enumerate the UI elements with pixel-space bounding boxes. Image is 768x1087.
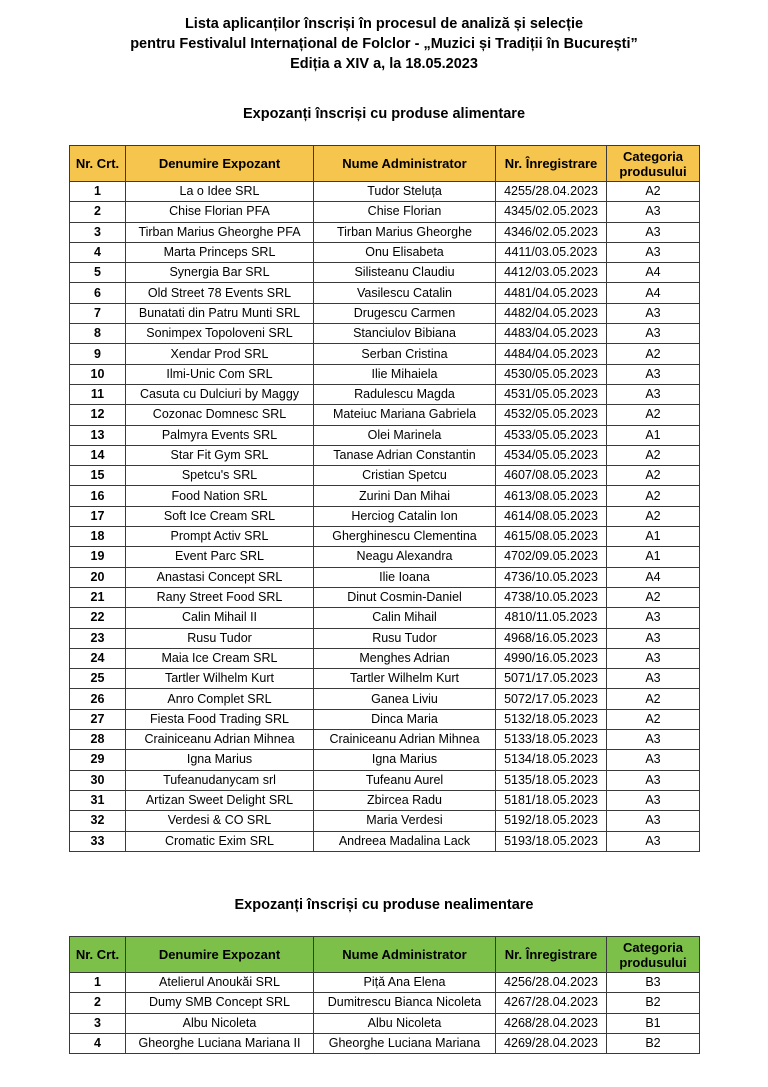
cell-denumire: Ilmi-Unic Com SRL bbox=[126, 364, 314, 384]
table-row bbox=[70, 384, 700, 404]
cell-categoria: A1 bbox=[607, 527, 700, 547]
cell-inregistrare: 4532/05.05.2023 bbox=[496, 405, 607, 425]
column-header-inregistrare: Nr. Înregistrare bbox=[496, 146, 607, 182]
cell-denumire: Artizan Sweet Delight SRL bbox=[126, 790, 314, 810]
table-row bbox=[70, 263, 700, 283]
column-header-administrator: Nume Administrator bbox=[314, 146, 496, 182]
cell-categoria: A3 bbox=[607, 831, 700, 851]
column-header-categoria bbox=[607, 937, 700, 973]
cell-administrator: Tudor Steluța bbox=[314, 182, 496, 202]
table-row bbox=[70, 993, 700, 1013]
cell-categoria: A2 bbox=[607, 689, 700, 709]
cell-administrator: Serban Cristina bbox=[314, 344, 496, 364]
cell-nr: 10 bbox=[70, 364, 126, 384]
cell-categoria: A4 bbox=[607, 283, 700, 303]
cell-nr: 19 bbox=[70, 547, 126, 567]
cell-nr: 29 bbox=[70, 750, 126, 770]
table-row bbox=[70, 202, 700, 222]
cell-denumire: Calin Mihail II bbox=[126, 608, 314, 628]
table-row bbox=[70, 1013, 700, 1033]
cell-inregistrare: 4990/16.05.2023 bbox=[496, 648, 607, 668]
column-header-denumire: Denumire Expozant bbox=[126, 937, 314, 973]
categoria-line-1: Categoria bbox=[623, 148, 683, 164]
table-row bbox=[70, 547, 700, 567]
cell-nr: 21 bbox=[70, 587, 126, 607]
cell-denumire: Anro Complet SRL bbox=[126, 689, 314, 709]
cell-categoria: B2 bbox=[607, 993, 700, 1013]
cell-administrator: Gheorghe Luciana Mariana bbox=[314, 1033, 496, 1053]
cell-inregistrare: 4346/02.05.2023 bbox=[496, 222, 607, 242]
table-row bbox=[70, 425, 700, 445]
cell-nr: 26 bbox=[70, 689, 126, 709]
cell-categoria: B1 bbox=[607, 1013, 700, 1033]
cell-denumire: Gheorghe Luciana Mariana II bbox=[126, 1033, 314, 1053]
cell-denumire: Rusu Tudor bbox=[126, 628, 314, 648]
table-row bbox=[70, 242, 700, 262]
table-row bbox=[70, 669, 700, 689]
cell-denumire: La o Idee SRL bbox=[126, 182, 314, 202]
cell-denumire: Anastasi Concept SRL bbox=[126, 567, 314, 587]
cell-categoria: A3 bbox=[607, 222, 700, 242]
cell-categoria: A1 bbox=[607, 547, 700, 567]
cell-nr: 9 bbox=[70, 344, 126, 364]
cell-categoria: A3 bbox=[607, 730, 700, 750]
cell-categoria: A3 bbox=[607, 202, 700, 222]
column-header-nr: Nr. Crt. bbox=[70, 146, 126, 182]
section-title-food: Expozanți înscriși cu produse alimentare bbox=[242, 106, 526, 122]
cell-inregistrare: 4968/16.05.2023 bbox=[496, 628, 607, 648]
cell-nr: 22 bbox=[70, 608, 126, 628]
table-row bbox=[70, 344, 700, 364]
cell-administrator: Neagu Alexandra bbox=[314, 547, 496, 567]
table-row bbox=[70, 567, 700, 587]
table-row bbox=[70, 608, 700, 628]
cell-nr: 6 bbox=[70, 283, 126, 303]
cell-denumire: Albu Nicoleta bbox=[126, 1013, 314, 1033]
cell-denumire: Tufeanudanycam srl bbox=[126, 770, 314, 790]
table-row bbox=[70, 506, 700, 526]
cell-nr: 1 bbox=[70, 182, 126, 202]
cell-nr: 23 bbox=[70, 628, 126, 648]
cell-nr: 3 bbox=[70, 1013, 126, 1033]
cell-administrator: Dinca Maria bbox=[314, 709, 496, 729]
section-title-nonfood: Expozanți înscriși cu produse nealimentare bbox=[234, 897, 534, 913]
cell-administrator: Crainiceanu Adrian Mihnea bbox=[314, 730, 496, 750]
cell-denumire: Crainiceanu Adrian Mihnea bbox=[126, 730, 314, 750]
cell-categoria: A3 bbox=[607, 364, 700, 384]
cell-denumire: Prompt Activ SRL bbox=[126, 527, 314, 547]
cell-nr: 3 bbox=[70, 222, 126, 242]
cell-denumire: Old Street 78 Events SRL bbox=[126, 283, 314, 303]
cell-administrator: Stanciulov Bibiana bbox=[314, 324, 496, 344]
table-row bbox=[70, 303, 700, 323]
cell-inregistrare: 4530/05.05.2023 bbox=[496, 364, 607, 384]
cell-inregistrare: 4607/08.05.2023 bbox=[496, 466, 607, 486]
cell-administrator: Albu Nicoleta bbox=[314, 1013, 496, 1033]
cell-inregistrare: 4534/05.05.2023 bbox=[496, 445, 607, 465]
cell-inregistrare: 4702/09.05.2023 bbox=[496, 547, 607, 567]
cell-categoria: A3 bbox=[607, 770, 700, 790]
cell-nr: 14 bbox=[70, 445, 126, 465]
cell-administrator: Ganea Liviu bbox=[314, 689, 496, 709]
table-row bbox=[70, 486, 700, 506]
cell-administrator: Tirban Marius Gheorghe bbox=[314, 222, 496, 242]
cell-administrator: Dumitrescu Bianca Nicoleta bbox=[314, 993, 496, 1013]
cell-categoria: B2 bbox=[607, 1033, 700, 1053]
cell-nr: 31 bbox=[70, 790, 126, 810]
cell-administrator: Vasilescu Catalin bbox=[314, 283, 496, 303]
cell-inregistrare: 4533/05.05.2023 bbox=[496, 425, 607, 445]
cell-nr: 24 bbox=[70, 648, 126, 668]
cell-nr: 33 bbox=[70, 831, 126, 851]
cell-denumire: Tartler Wilhelm Kurt bbox=[126, 669, 314, 689]
cell-denumire: Sonimpex Topoloveni SRL bbox=[126, 324, 314, 344]
cell-inregistrare: 4481/04.05.2023 bbox=[496, 283, 607, 303]
cell-denumire: Atelierul Anoukăi SRL bbox=[126, 973, 314, 993]
document-edition: Ediția a XIV a, la 18.05.2023 bbox=[290, 56, 478, 72]
table-row bbox=[70, 445, 700, 465]
cell-categoria: A3 bbox=[607, 811, 700, 831]
cell-administrator: Silisteanu Claudiu bbox=[314, 263, 496, 283]
cell-inregistrare: 4484/04.05.2023 bbox=[496, 344, 607, 364]
cell-nr: 20 bbox=[70, 567, 126, 587]
cell-administrator: Mateiuc Mariana Gabriela bbox=[314, 405, 496, 425]
cell-inregistrare: 4483/04.05.2023 bbox=[496, 324, 607, 344]
cell-inregistrare: 4255/28.04.2023 bbox=[496, 182, 607, 202]
cell-inregistrare: 5181/18.05.2023 bbox=[496, 790, 607, 810]
cell-categoria: A3 bbox=[607, 303, 700, 323]
table-row bbox=[70, 1033, 700, 1053]
cell-denumire: Verdesi & CO SRL bbox=[126, 811, 314, 831]
cell-nr: 1 bbox=[70, 973, 126, 993]
cell-nr: 27 bbox=[70, 709, 126, 729]
cell-administrator: Tanase Adrian Constantin bbox=[314, 445, 496, 465]
cell-nr: 30 bbox=[70, 770, 126, 790]
cell-inregistrare: 5193/18.05.2023 bbox=[496, 831, 607, 851]
categoria-line-2: produsului bbox=[619, 163, 687, 179]
cell-administrator: Chise Florian bbox=[314, 202, 496, 222]
table-row bbox=[70, 689, 700, 709]
cell-administrator: Ilie Ioana bbox=[314, 567, 496, 587]
cell-denumire: Cozonac Domnesc SRL bbox=[126, 405, 314, 425]
cell-inregistrare: 4738/10.05.2023 bbox=[496, 587, 607, 607]
cell-denumire: Spetcu's SRL bbox=[126, 466, 314, 486]
cell-categoria: A2 bbox=[607, 466, 700, 486]
cell-categoria: A3 bbox=[607, 750, 700, 770]
table-row bbox=[70, 222, 700, 242]
cell-inregistrare: 4736/10.05.2023 bbox=[496, 567, 607, 587]
column-header-categoria bbox=[607, 146, 700, 182]
cell-nr: 4 bbox=[70, 1033, 126, 1053]
table-row bbox=[70, 973, 700, 993]
table-row bbox=[70, 628, 700, 648]
cell-administrator: Tufeanu Aurel bbox=[314, 770, 496, 790]
cell-inregistrare: 4256/28.04.2023 bbox=[496, 973, 607, 993]
column-header-denumire: Denumire Expozant bbox=[126, 146, 314, 182]
document-title-line-1: Lista aplicanților înscriși în procesul de analiză și selecție bbox=[184, 16, 584, 32]
cell-nr: 32 bbox=[70, 811, 126, 831]
cell-inregistrare: 4267/28.04.2023 bbox=[496, 993, 607, 1013]
cell-categoria: A3 bbox=[607, 790, 700, 810]
cell-nr: 4 bbox=[70, 242, 126, 262]
cell-nr: 2 bbox=[70, 993, 126, 1013]
cell-categoria: B3 bbox=[607, 973, 700, 993]
table-row bbox=[70, 648, 700, 668]
cell-administrator: Dinut Cosmin-Daniel bbox=[314, 587, 496, 607]
cell-denumire: Maia Ice Cream SRL bbox=[126, 648, 314, 668]
cell-inregistrare: 4269/28.04.2023 bbox=[496, 1033, 607, 1053]
cell-administrator: Menghes Adrian bbox=[314, 648, 496, 668]
cell-administrator: Pițǎ Ana Elena bbox=[314, 973, 496, 993]
table-row bbox=[70, 770, 700, 790]
cell-inregistrare: 4531/05.05.2023 bbox=[496, 384, 607, 404]
cell-nr: 12 bbox=[70, 405, 126, 425]
cell-administrator: Onu Elisabeta bbox=[314, 242, 496, 262]
cell-administrator: Maria Verdesi bbox=[314, 811, 496, 831]
cell-administrator: Ilie Mihaiela bbox=[314, 364, 496, 384]
table-row bbox=[70, 527, 700, 547]
table-row bbox=[70, 466, 700, 486]
cell-inregistrare: 5071/17.05.2023 bbox=[496, 669, 607, 689]
cell-nr: 17 bbox=[70, 506, 126, 526]
cell-nr: 15 bbox=[70, 466, 126, 486]
column-header-inregistrare: Nr. Înregistrare bbox=[496, 937, 607, 973]
cell-administrator: Igna Marius bbox=[314, 750, 496, 770]
cell-denumire: Event Parc SRL bbox=[126, 547, 314, 567]
cell-categoria: A3 bbox=[607, 648, 700, 668]
cell-denumire: Bunatati din Patru Munti SRL bbox=[126, 303, 314, 323]
food-exhibitors-table bbox=[69, 145, 700, 852]
cell-administrator: Cristian Spetcu bbox=[314, 466, 496, 486]
cell-inregistrare: 5133/18.05.2023 bbox=[496, 730, 607, 750]
nonfood-table-body bbox=[70, 973, 700, 1054]
food-table-body bbox=[70, 182, 700, 852]
cell-denumire: Soft Ice Cream SRL bbox=[126, 506, 314, 526]
cell-denumire: Xendar Prod SRL bbox=[126, 344, 314, 364]
cell-administrator: Radulescu Magda bbox=[314, 384, 496, 404]
cell-nr: 18 bbox=[70, 527, 126, 547]
table-row bbox=[70, 364, 700, 384]
cell-denumire: Synergia Bar SRL bbox=[126, 263, 314, 283]
cell-administrator: Herciog Catalin Ion bbox=[314, 506, 496, 526]
cell-administrator: Andreea Madalina Lack bbox=[314, 831, 496, 851]
table-row bbox=[70, 587, 700, 607]
cell-categoria: A2 bbox=[607, 182, 700, 202]
cell-administrator: Rusu Tudor bbox=[314, 628, 496, 648]
cell-categoria: A3 bbox=[607, 324, 700, 344]
cell-categoria: A3 bbox=[607, 628, 700, 648]
table-header-row bbox=[70, 146, 700, 182]
cell-inregistrare: 4613/08.05.2023 bbox=[496, 486, 607, 506]
cell-denumire: Cromatic Exim SRL bbox=[126, 831, 314, 851]
cell-inregistrare: 4615/08.05.2023 bbox=[496, 527, 607, 547]
cell-categoria: A2 bbox=[607, 709, 700, 729]
cell-inregistrare: 4268/28.04.2023 bbox=[496, 1013, 607, 1033]
cell-denumire: Food Nation SRL bbox=[126, 486, 314, 506]
cell-nr: 25 bbox=[70, 669, 126, 689]
cell-categoria: A3 bbox=[607, 242, 700, 262]
cell-nr: 28 bbox=[70, 730, 126, 750]
cell-inregistrare: 5072/17.05.2023 bbox=[496, 689, 607, 709]
cell-administrator: Calin Mihail bbox=[314, 608, 496, 628]
document-title-line-2: pentru Festivalul Internațional de Folclor - „Muzici și Tradiții în București” bbox=[130, 36, 638, 52]
cell-inregistrare: 4345/02.05.2023 bbox=[496, 202, 607, 222]
cell-categoria: A2 bbox=[607, 506, 700, 526]
cell-administrator: Tartler Wilhelm Kurt bbox=[314, 669, 496, 689]
cell-categoria: A3 bbox=[607, 608, 700, 628]
categoria-line-2: produsului bbox=[619, 954, 687, 970]
table-row bbox=[70, 405, 700, 425]
cell-categoria: A3 bbox=[607, 384, 700, 404]
cell-denumire: Palmyra Events SRL bbox=[126, 425, 314, 445]
cell-inregistrare: 4412/03.05.2023 bbox=[496, 263, 607, 283]
cell-nr: 16 bbox=[70, 486, 126, 506]
cell-categoria: A2 bbox=[607, 445, 700, 465]
cell-categoria: A4 bbox=[607, 567, 700, 587]
cell-inregistrare: 4614/08.05.2023 bbox=[496, 506, 607, 526]
cell-inregistrare: 5132/18.05.2023 bbox=[496, 709, 607, 729]
cell-denumire: Casuta cu Dulciuri by Maggy bbox=[126, 384, 314, 404]
cell-inregistrare: 4810/11.05.2023 bbox=[496, 608, 607, 628]
cell-nr: 5 bbox=[70, 263, 126, 283]
cell-administrator: Drugescu Carmen bbox=[314, 303, 496, 323]
cell-denumire: Chise Florian PFA bbox=[126, 202, 314, 222]
column-header-nr: Nr. Crt. bbox=[70, 937, 126, 973]
cell-categoria: A2 bbox=[607, 486, 700, 506]
table-row bbox=[70, 709, 700, 729]
column-header-administrator: Nume Administrator bbox=[314, 937, 496, 973]
cell-inregistrare: 4482/04.05.2023 bbox=[496, 303, 607, 323]
cell-inregistrare: 5192/18.05.2023 bbox=[496, 811, 607, 831]
table-header-row bbox=[70, 937, 700, 973]
cell-inregistrare: 4411/03.05.2023 bbox=[496, 242, 607, 262]
table-row bbox=[70, 730, 700, 750]
cell-nr: 11 bbox=[70, 384, 126, 404]
cell-administrator: Gherghinescu Clementina bbox=[314, 527, 496, 547]
table-row bbox=[70, 182, 700, 202]
cell-categoria: A2 bbox=[607, 344, 700, 364]
table-row bbox=[70, 811, 700, 831]
cell-denumire: Dumy SMB Concept SRL bbox=[126, 993, 314, 1013]
table-row bbox=[70, 324, 700, 344]
cell-categoria: A4 bbox=[607, 263, 700, 283]
cell-denumire: Tirban Marius Gheorghe PFA bbox=[126, 222, 314, 242]
cell-denumire: Fiesta Food Trading SRL bbox=[126, 709, 314, 729]
cell-nr: 7 bbox=[70, 303, 126, 323]
cell-nr: 13 bbox=[70, 425, 126, 445]
cell-inregistrare: 5135/18.05.2023 bbox=[496, 770, 607, 790]
cell-inregistrare: 5134/18.05.2023 bbox=[496, 750, 607, 770]
cell-categoria: A3 bbox=[607, 669, 700, 689]
cell-categoria: A2 bbox=[607, 587, 700, 607]
cell-categoria: A2 bbox=[607, 405, 700, 425]
cell-administrator: Zurini Dan Mihai bbox=[314, 486, 496, 506]
cell-administrator: Olei Marinela bbox=[314, 425, 496, 445]
cell-denumire: Star Fit Gym SRL bbox=[126, 445, 314, 465]
cell-denumire: Rany Street Food SRL bbox=[126, 587, 314, 607]
cell-nr: 2 bbox=[70, 202, 126, 222]
nonfood-exhibitors-table bbox=[69, 936, 700, 1054]
table-row bbox=[70, 790, 700, 810]
table-row bbox=[70, 831, 700, 851]
cell-nr: 8 bbox=[70, 324, 126, 344]
cell-categoria: A1 bbox=[607, 425, 700, 445]
cell-denumire: Igna Marius bbox=[126, 750, 314, 770]
table-row bbox=[70, 283, 700, 303]
table-row bbox=[70, 750, 700, 770]
cell-administrator: Zbircea Radu bbox=[314, 790, 496, 810]
categoria-line-1: Categoria bbox=[623, 939, 683, 955]
cell-denumire: Marta Princeps SRL bbox=[126, 242, 314, 262]
